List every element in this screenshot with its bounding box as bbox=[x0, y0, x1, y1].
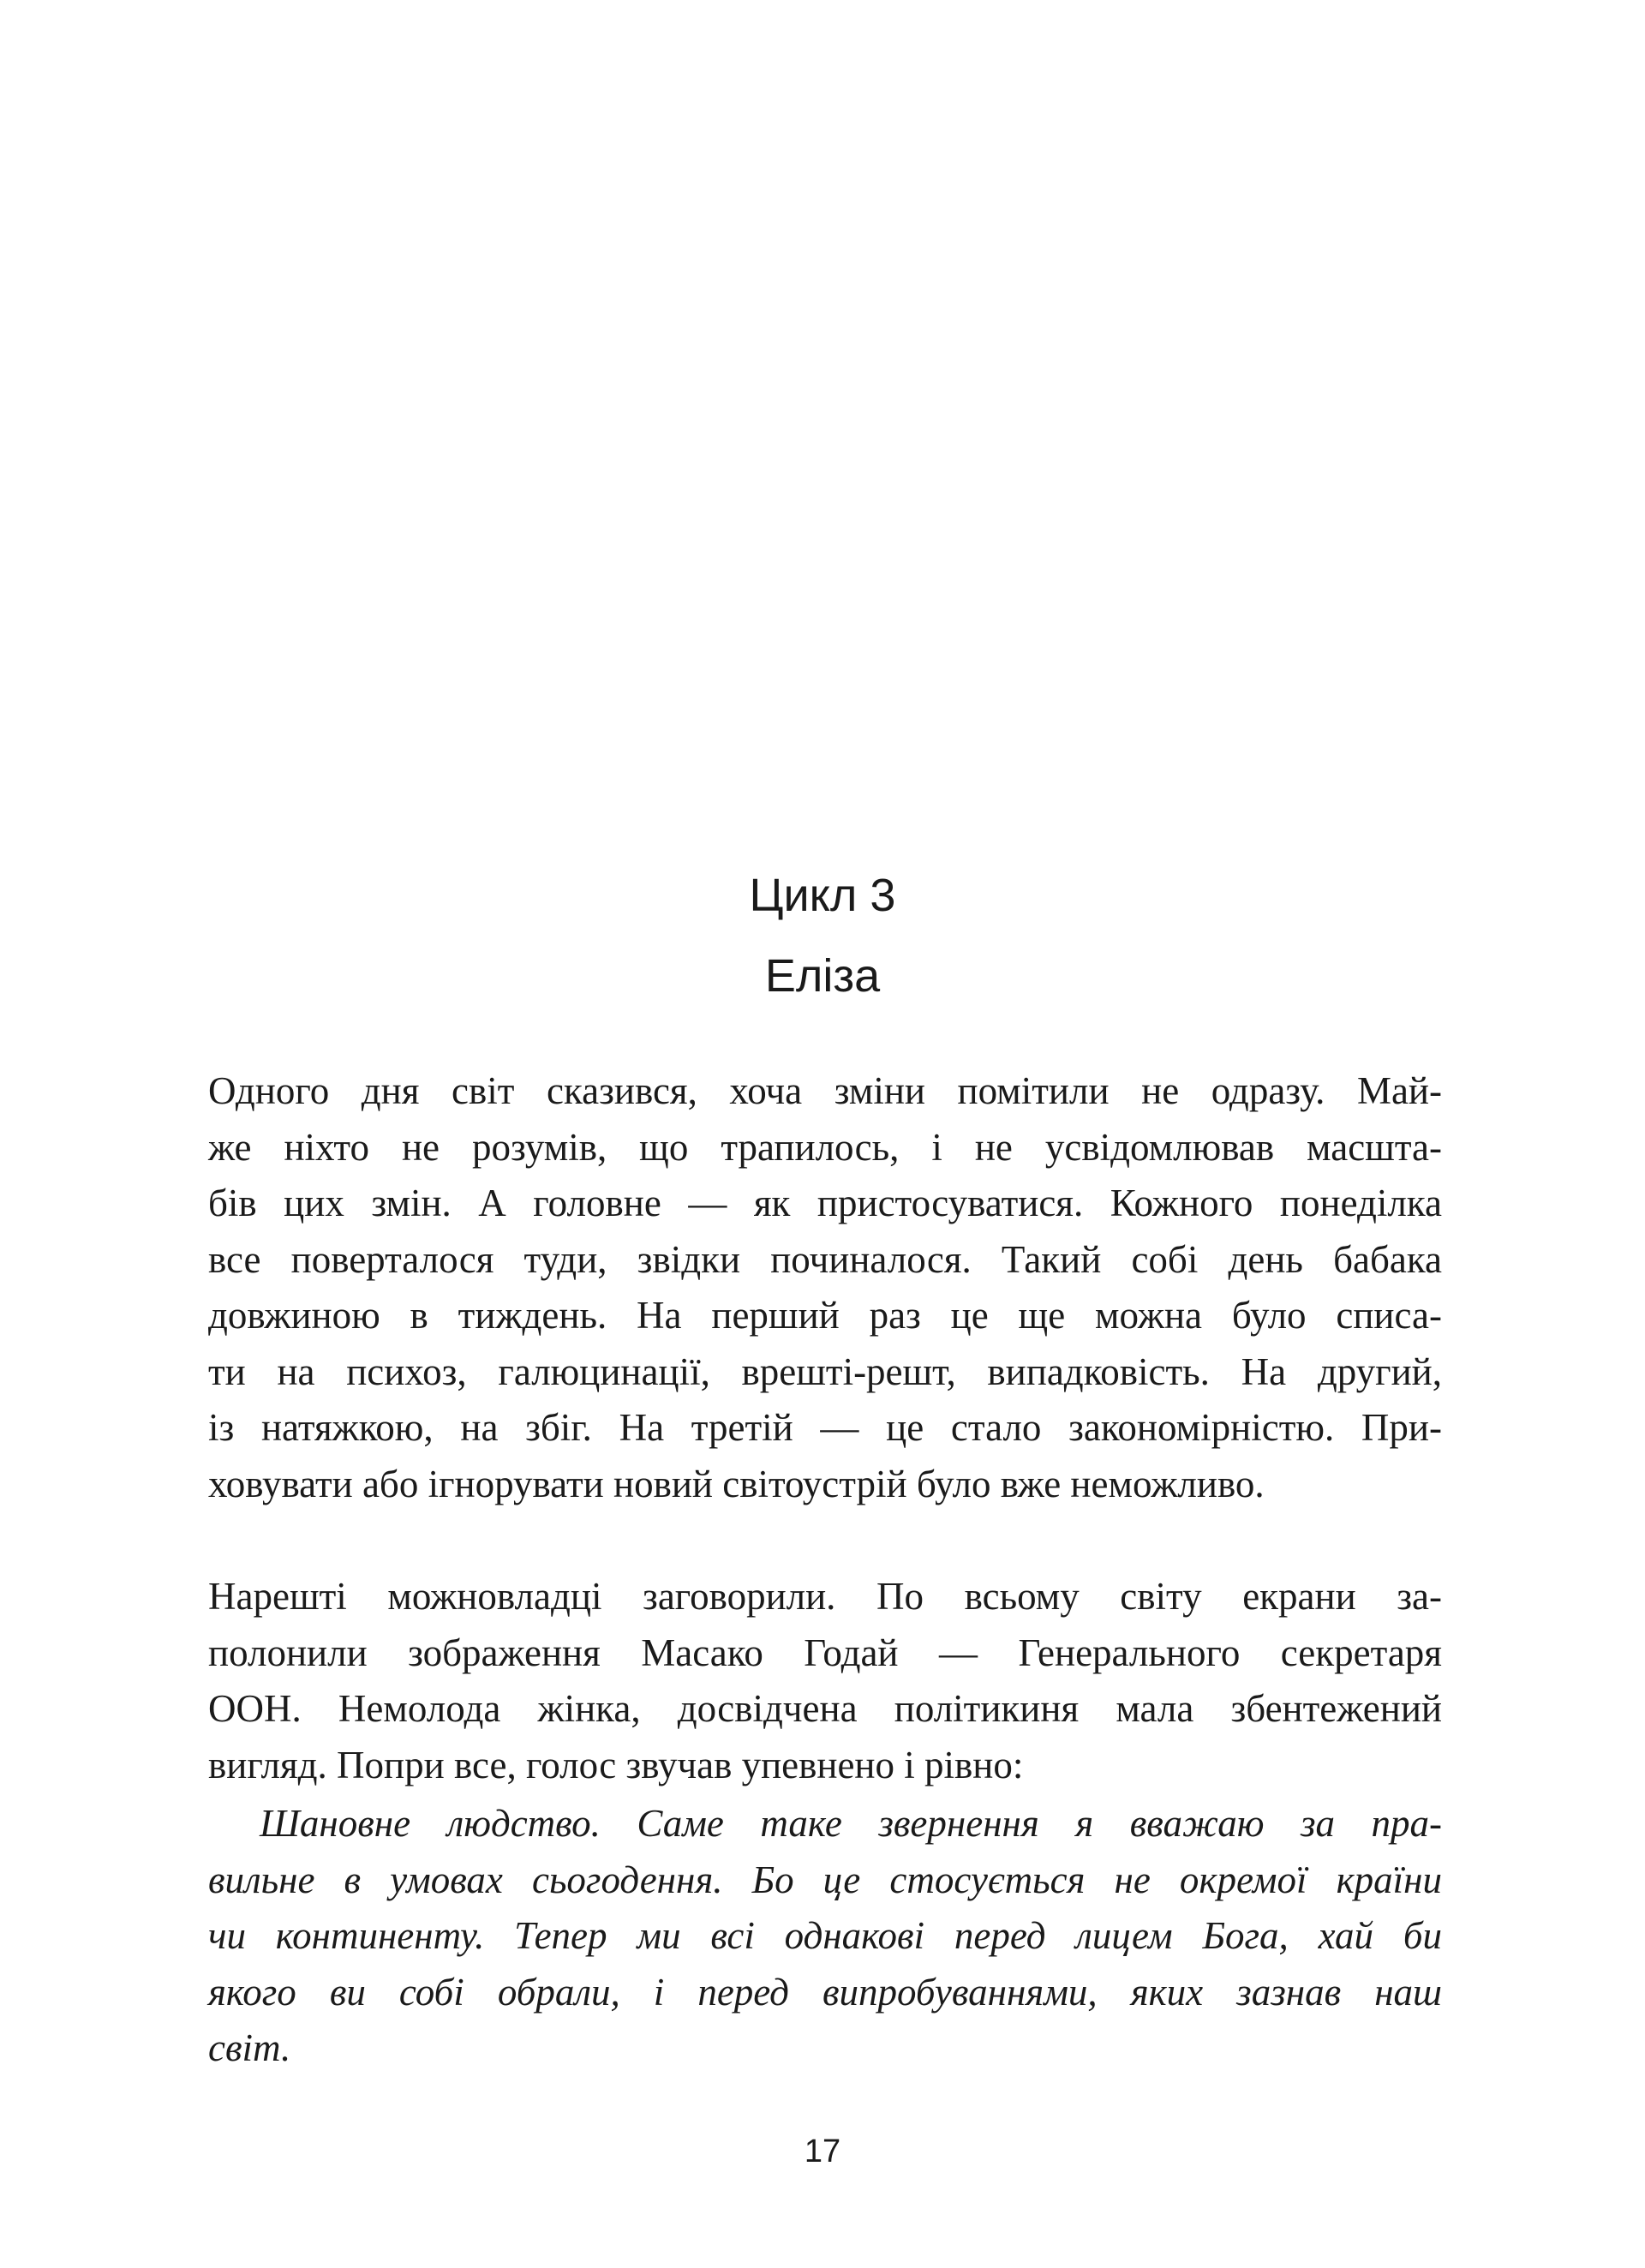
text-line: із натяжкою, на збіг. На третій — це стало закономірністю. При- bbox=[208, 1406, 1442, 1449]
paragraph-1 bbox=[208, 1063, 1442, 1512]
text-line: вигляд. Попри все, голос звучав упевнено і рівно: bbox=[208, 1743, 1024, 1786]
text-line: же ніхто не розумів, що трапилось, і не усвідомлював масшта- bbox=[208, 1125, 1442, 1169]
text-line: Нарешті можновладці заговорили. По всьому світу екрани за- bbox=[208, 1575, 1442, 1618]
text-line: якого ви собі обрали, і перед випробуваннями, яких зазнав наш bbox=[208, 1970, 1442, 2014]
text-line: ти на психоз, галюцинації, врешті-решт, випадковість. На другий, bbox=[208, 1349, 1442, 1393]
text-line: чи континенту. Тепер ми всі однакові перед лицем Бога, хай би bbox=[208, 1914, 1442, 1957]
text-line: вильне в умовах сьогодення. Бо це стосується не окремої країни bbox=[208, 1858, 1442, 1901]
text-line: все поверталося туди, звідки починалося. Такий собі день бабака bbox=[208, 1237, 1442, 1281]
text-line: бів цих змін. А головне — як пристосуватися. Кожного понеділка bbox=[208, 1182, 1442, 1224]
text-line: Шановне людство. Саме таке звернення я вважаю за пра- bbox=[260, 1802, 1442, 1845]
chapter-title: Цикл 3 bbox=[749, 870, 896, 921]
text-line: ООН. Немолода жінка, досвідчена політикиня мала збентежений bbox=[208, 1687, 1442, 1730]
chapter-subtitle: Еліза bbox=[764, 950, 881, 1002]
text-line: ховувати або ігнорувати новий світоустрій було вже неможливо. bbox=[208, 1462, 1265, 1505]
text-line: довжиною в тиждень. На перший раз це ще можна було списа- bbox=[208, 1294, 1442, 1337]
text-line: Одного дня світ сказився, хоча зміни помітили не одразу. Май- bbox=[208, 1069, 1442, 1112]
page-number: 17 bbox=[804, 2133, 841, 2169]
text-line: світ. bbox=[208, 2026, 291, 2069]
paragraph-quote bbox=[208, 1796, 1442, 2077]
paragraph-2 bbox=[208, 1569, 1442, 1793]
text-line: полонили зображення Масако Годай — Генерального секретаря bbox=[208, 1631, 1442, 1674]
